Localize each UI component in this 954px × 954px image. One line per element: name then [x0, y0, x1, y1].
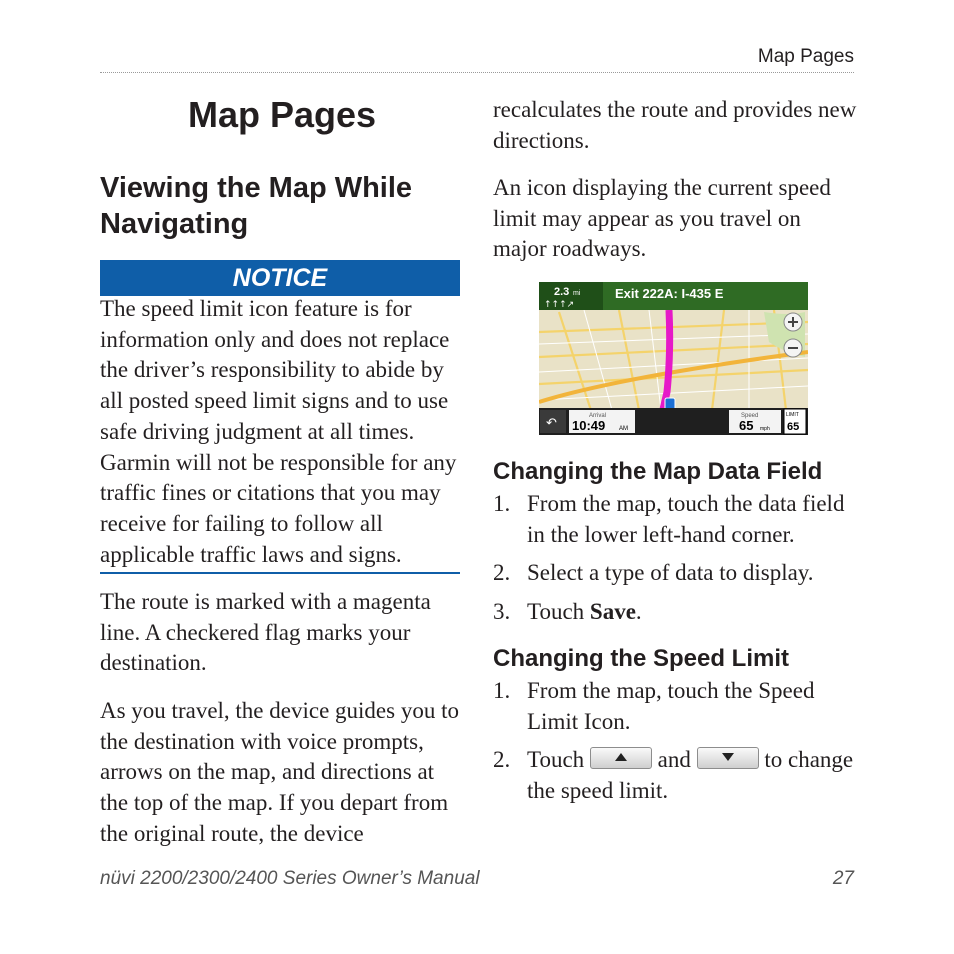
- distance-readout: 2.3: [554, 286, 570, 298]
- speed-label: Speed: [741, 413, 759, 419]
- arrival-label: Arrival: [589, 413, 607, 419]
- recalc-paragraph: recalculates the route and provides new directions.: [493, 97, 857, 153]
- speed-unit: mph: [760, 426, 770, 432]
- speed-value: 65: [739, 418, 754, 433]
- down-arrow-icon: [722, 753, 734, 761]
- limit-label: LIMIT: [786, 412, 799, 418]
- speed-data-field[interactable]: [729, 410, 781, 433]
- arrival-data-field[interactable]: [569, 410, 635, 433]
- step-number: 2.: [493, 747, 511, 773]
- back-arrow-icon: ↶: [546, 416, 557, 431]
- step-number: 3.: [493, 599, 511, 625]
- list-item: [493, 597, 858, 628]
- travel-paragraph: As you travel, the device guides you to the destination with voice prompts, arrows on the map, and directions at the top of the map. If you depart from the original route, the device: [100, 698, 459, 846]
- list-item: [493, 745, 858, 806]
- lane-arrows-icon: ↑↑↑↗: [544, 300, 575, 310]
- footer-page-number: 27: [832, 868, 854, 889]
- up-arrow-button[interactable]: [590, 747, 652, 769]
- page-title: Map Pages: [188, 94, 377, 135]
- section-title: Viewing the Map While Navigating: [100, 172, 413, 240]
- step-text: [527, 597, 858, 628]
- limit-value: 65: [787, 421, 800, 433]
- step-number: 1.: [493, 491, 511, 516]
- data-field-heading: Changing the Map Data Field: [493, 458, 823, 485]
- step-text: From the map, touch the Speed Limit Icon.: [527, 678, 815, 734]
- speed-limit-icon[interactable]: [784, 409, 806, 434]
- header-section-label: Map Pages: [757, 46, 854, 67]
- footer-manual-title: nüvi 2200/2300/2400 Series Owner’s Manual: [100, 868, 480, 889]
- notice-text: The speed limit icon feature is for information only and does not replace the driver’s responsibility to abide by all posted speed limit signs and to use safe driving judgment at all times. Garmin will not be responsible for any traffic fines or citations that you may receive for failing to follow all applicable traffic laws and signs.: [100, 296, 457, 567]
- step-text-before: Touch: [527, 599, 590, 625]
- step-number: 1.: [493, 678, 511, 703]
- step-number: 2.: [493, 560, 511, 586]
- speed-limit-heading: Changing the Speed Limit: [493, 645, 790, 672]
- route-paragraph: The route is marked with a magenta line. A checkered flag marks your destination.: [100, 589, 431, 676]
- distance-unit: mi: [573, 290, 581, 297]
- arrival-suffix: AM: [619, 426, 628, 432]
- arrival-time: 10:49: [572, 418, 606, 433]
- notice-bar: NOTICE: [100, 260, 460, 296]
- zoom-in-icon[interactable]: [784, 313, 802, 331]
- data-field-steps: [493, 489, 858, 628]
- step-text-after: to change the speed limit.: [527, 747, 854, 804]
- step-text: [527, 745, 858, 806]
- direction-text: Exit 222A: I-435 E: [615, 286, 724, 301]
- step-text: From the map, touch the data field in the lower left-hand corner.: [527, 491, 845, 547]
- list-item: [493, 489, 858, 550]
- header-rule: [100, 72, 854, 73]
- save-keyword: Save: [589, 599, 636, 625]
- step-text-middle: and: [657, 747, 691, 773]
- step-text-after: .: [635, 599, 642, 625]
- speed-icon-paragraph: An icon displaying the current speed limit may appear as you travel on major roadways.: [493, 175, 831, 262]
- speed-limit-steps: [493, 676, 858, 807]
- notice-rule: [100, 572, 460, 574]
- step-text: Select a type of data to display.: [527, 560, 814, 586]
- up-arrow-icon: [615, 753, 627, 761]
- list-item: [493, 558, 858, 589]
- zoom-out-icon[interactable]: [784, 339, 802, 357]
- step-text-before: Touch: [527, 747, 585, 773]
- back-button[interactable]: [540, 410, 566, 433]
- map-screenshot: [539, 282, 808, 435]
- down-arrow-button[interactable]: [697, 747, 759, 769]
- list-item: [493, 676, 858, 737]
